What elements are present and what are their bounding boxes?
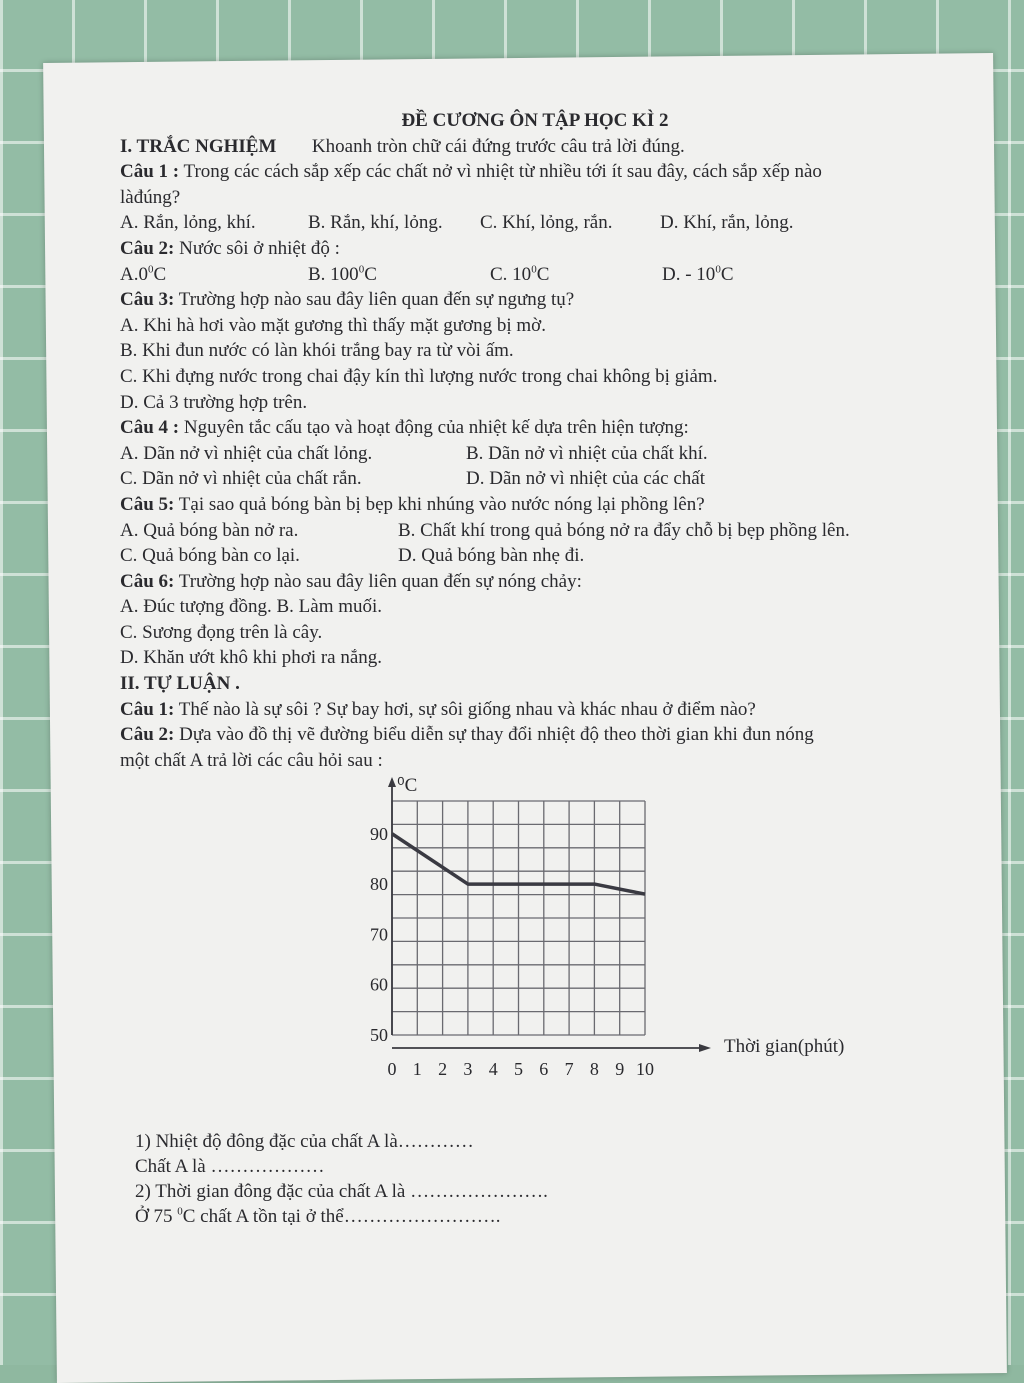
x-tick-label: 0 [387, 1059, 397, 1079]
graph-ticks [370, 824, 654, 1079]
graph-axes [388, 777, 711, 1052]
e2-question [120, 722, 960, 748]
q6-option-a: A. Đúc tượng đồng. [120, 596, 272, 618]
answer-line-4: Ở 75 $^0$C chất A tồn tại ở thể……………………. [135, 1205, 501, 1227]
q2-options [120, 262, 960, 288]
x-axis-arrow [699, 1044, 711, 1052]
y-tick-label: 50 [370, 1025, 388, 1045]
q6-option-c: C. Sương đọng trên là cây. [120, 621, 323, 643]
q3-label: Câu 3: [120, 289, 175, 311]
q6-options-row1 [120, 594, 960, 620]
q4-options-row1 [120, 441, 960, 467]
temperature-graph [355, 765, 755, 1085]
x-axis-label: Thời gian(phút) [724, 1036, 845, 1057]
q2-option-b: B. $100^0C$ [308, 263, 377, 285]
e2-label: Câu 2: [120, 724, 175, 746]
q4-option-d: D. Dãn nở vì nhiệt của các chất [466, 468, 706, 490]
q2-option-d: D. - $10^0C$ [662, 263, 734, 285]
q4-option-b: B. Dãn nở vì nhiệt của chất khí. [466, 442, 708, 464]
q1-option-a: A. Rắn, lỏng, khí. [120, 212, 256, 234]
answer-lines [135, 1128, 548, 1230]
x-tick-label: 7 [564, 1059, 574, 1079]
q6-option-b: B. Làm muối. [276, 596, 383, 618]
q1-label: Câu 1 : [120, 161, 180, 183]
q1-option-b: B. Rắn, khí, lỏng. [308, 212, 443, 234]
q1-stem [120, 159, 960, 185]
q5-option-c: C. Quả bóng bàn co lại. [120, 545, 300, 567]
y-axis-label: ⁰C [397, 775, 418, 796]
e2-text: Dựa vào đồ thị vẽ đường biểu diễn sự thay đổi nhiệt độ theo thời gian khi đun nóng [179, 724, 814, 746]
q2-option-a: $A.0^0C$ [120, 263, 167, 285]
y-tick-label: 60 [370, 974, 388, 995]
q2-text: Nước sôi ở nhiệt độ : [179, 237, 340, 259]
x-tick-label: 5 [514, 1059, 523, 1079]
q3-option-d: D. Cả 3 trường hợp trên. [120, 391, 308, 413]
q5-option-a: A. Quả bóng bàn nở ra. [120, 519, 299, 541]
x-tick-label: 9 [615, 1059, 625, 1079]
answer-line-2: Chất A là ……………… [135, 1156, 325, 1177]
e1-text: Thế nào là sự sôi ? Sự bay hơi, sự sôi giống nhau và khác nhau ở điểm nào? [178, 698, 756, 720]
q2-option-c: C. $10^0C$ [490, 263, 550, 285]
section1-heading: I. TRẮC NGHIỆM [120, 135, 277, 157]
graph-grid [392, 801, 645, 1035]
y-tick-label: 90 [370, 823, 388, 844]
e2-question-cont: một chất A trả lời các câu hỏi sau : [120, 749, 383, 771]
e1-label: Câu 1: [120, 698, 175, 720]
q3-stem [120, 287, 960, 313]
x-tick-label: 10 [636, 1059, 654, 1079]
answer-line-1: 1) Nhiệt độ đông đặc của chất A là………… [135, 1131, 474, 1152]
x-tick-label: 4 [488, 1059, 498, 1079]
q6-stem [120, 569, 960, 595]
q4-label: Câu 4 : [120, 417, 180, 439]
q1-option-c: C. Khí, lỏng, rắn. [480, 212, 613, 234]
q4-options-row2 [120, 466, 960, 492]
q5-stem [120, 492, 960, 518]
section2-heading: II. TỰ LUẬN . [120, 673, 240, 695]
q5-options-row2 [120, 543, 960, 569]
q5-options-row1 [120, 518, 960, 544]
q3-text: Trường hợp nào sau đây liên quan đến sự ngưng tụ? [178, 289, 575, 311]
q1-option-d: D. Khí, rắn, lỏng. [660, 212, 794, 234]
q5-option-d: D. Quả bóng bàn nhẹ đi. [398, 545, 585, 567]
x-tick-label: 8 [589, 1059, 599, 1079]
e1-question [120, 697, 960, 723]
section1-instruction: Khoanh tròn chữ cái đứng trước câu trả lời đúng. [311, 135, 685, 157]
x-tick-label: 6 [539, 1059, 549, 1079]
q1-text: Trong các cách sắp xếp các chất nở vì nhiệt từ nhiều tới ít sau đây, cách sắp xếp nào [183, 161, 822, 183]
q1-stem-cont: làđúng? [120, 186, 181, 208]
q4-stem [120, 415, 960, 441]
x-tick-label: 1 [412, 1059, 422, 1079]
answer-line-3: 2) Thời gian đông đặc của chất A là …………………. [135, 1181, 548, 1202]
y-tick-label: 80 [370, 874, 388, 895]
q4-text: Nguyên tắc cấu tạo và hoạt động của nhiệt kế dựa trên hiện tượng: [183, 417, 689, 439]
q5-option-b: B. Chất khí trong quả bóng nở ra đẩy chỗ bị bẹp phồng lên. [398, 519, 850, 541]
q3-option-a: A. Khi hà hơi vào mặt gương thì thấy mặt gương bị mờ. [120, 314, 546, 336]
q6-label: Câu 6: [120, 570, 175, 592]
x-tick-label: 2 [438, 1059, 448, 1079]
page-title: ĐỀ CƯƠNG ÔN TẬP HỌC KÌ 2 [401, 110, 669, 131]
q6-text: Trường hợp nào sau đây liên quan đến sự nóng chảy: [178, 570, 582, 592]
q2-label: Câu 2: [120, 237, 175, 259]
q2-stem [120, 236, 960, 262]
x-tick-label: 3 [463, 1059, 473, 1079]
q1-options [120, 210, 960, 236]
q5-text: Tại sao quả bóng bàn bị bẹp khi nhúng vào nước nóng lại phồng lên? [178, 493, 705, 515]
y-tick-label: 70 [370, 924, 388, 945]
q4-option-c: C. Dãn nở vì nhiệt của chất rắn. [120, 468, 362, 490]
q4-option-a: A. Dãn nở vì nhiệt của chất lỏng. [120, 442, 373, 464]
q3-option-b: B. Khi đun nước có làn khói trắng bay ra từ vòi ấm. [120, 340, 514, 362]
section1-header [120, 134, 960, 160]
document-content [120, 108, 960, 773]
q5-label: Câu 5: [120, 493, 175, 515]
q6-option-d: D. Khăn ướt khô khi phơi ra nắng. [120, 647, 383, 669]
y-axis-arrow [388, 777, 396, 787]
q3-option-c: C. Khi đựng nước trong chai đậy kín thì lượng nước trong chai không bị giảm. [120, 365, 718, 387]
